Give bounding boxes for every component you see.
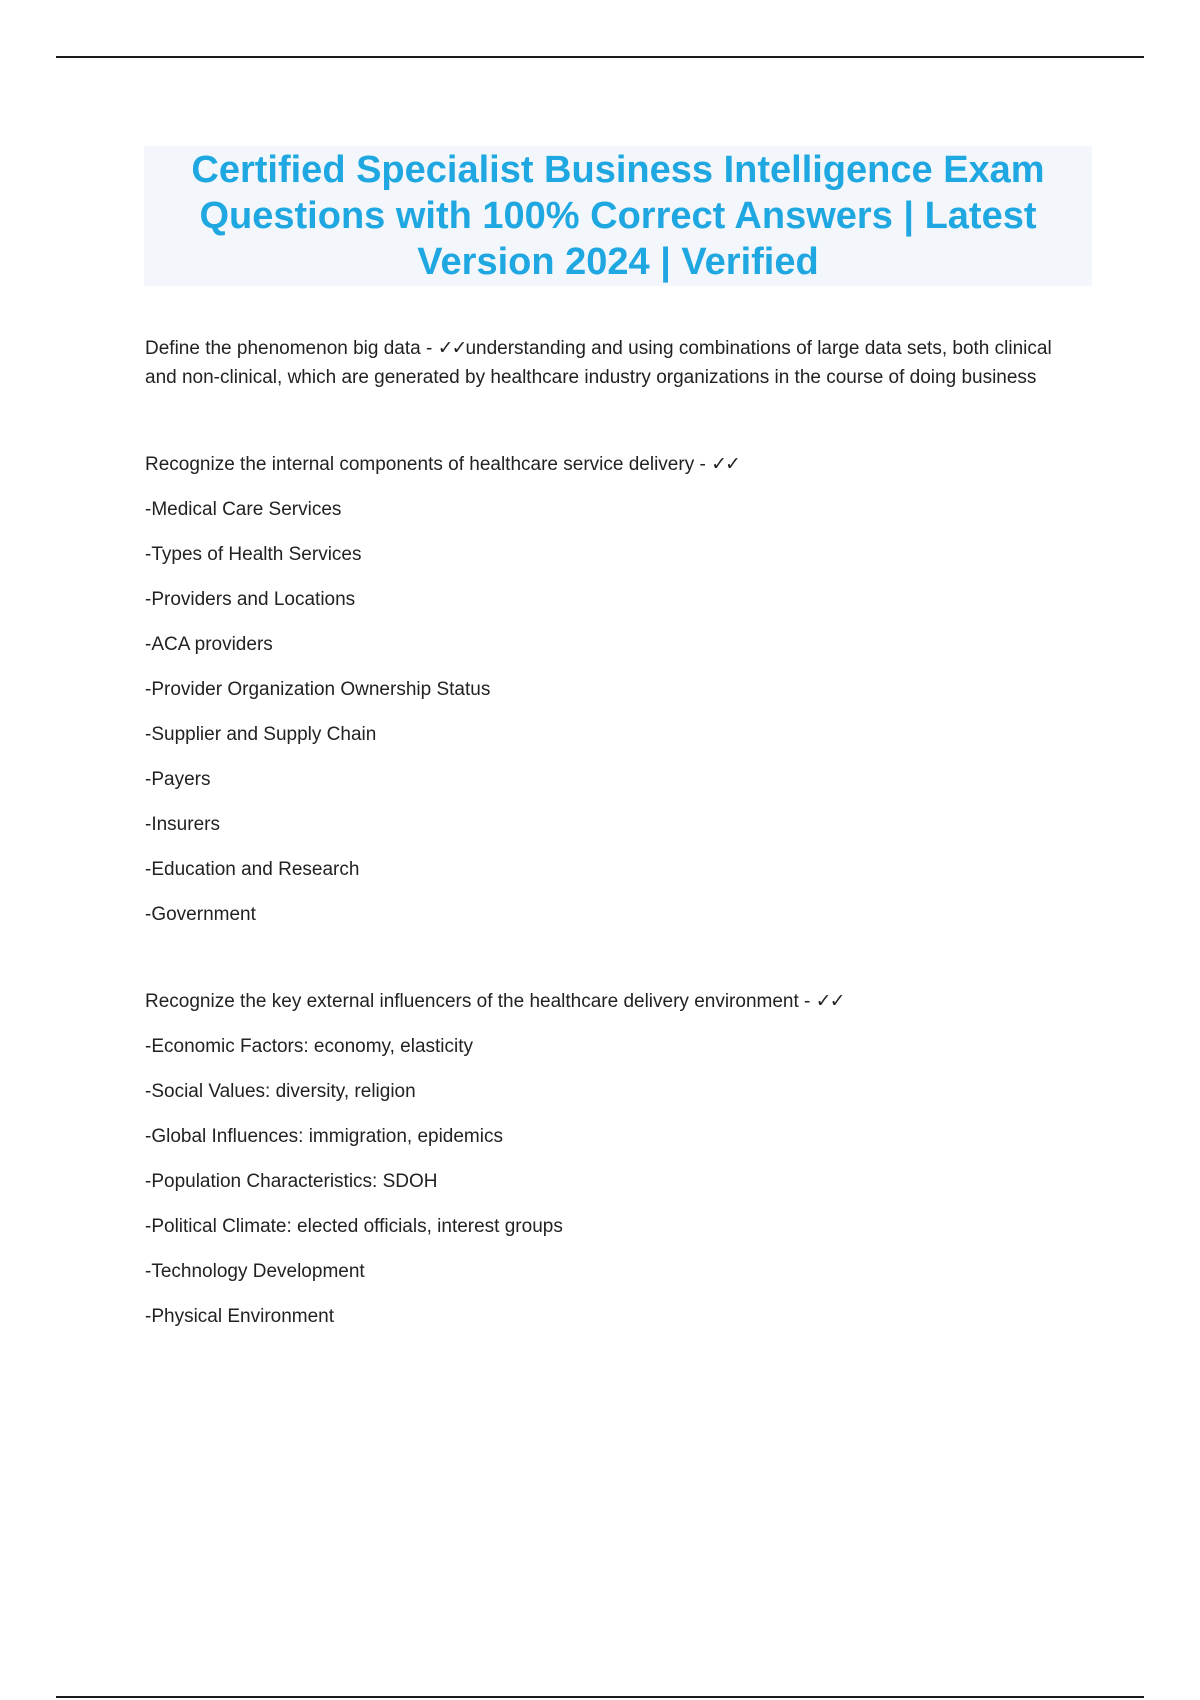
qa-entry-internal-components [145,450,1085,929]
document-body [145,334,1085,1331]
list-item: -Population Characteristics: SDOH [145,1171,438,1192]
list-item: -Types of Health Services [145,544,362,565]
check-mark-icon: ✓✓ [711,454,739,475]
question-text: Define the phenomenon big data - [145,338,433,359]
list-item: -Physical Environment [145,1306,335,1327]
footer-rule [56,1696,1144,1698]
list-item: -Political Climate: elected officials, interest groups [145,1216,563,1237]
check-mark-icon: ✓✓ [437,338,466,359]
list-item: -Government [145,904,256,925]
question-line [145,987,1085,1016]
header-rule [56,56,1144,58]
title-banner [144,146,1092,286]
list-item: -Technology Development [145,1261,365,1282]
qa-entry-external-influencers [145,987,1085,1331]
list-item: -Providers and Locations [145,589,356,610]
answer-text: understanding and using combinations of large data sets, both clinical and non-clinical, which are generated by healthcare industry organizations in the course of doing business [145,338,1052,388]
list-item: -Insurers [145,814,220,835]
list-item: -Global Influences: immigration, epidemics [145,1126,503,1147]
list-item: -Provider Organization Ownership Status [145,679,491,700]
check-mark-icon: ✓✓ [815,991,844,1012]
list-item: -Education and Research [145,859,360,880]
list-item: -Social Values: diversity, religion [145,1081,416,1102]
list-item: -Medical Care Services [145,499,342,520]
list-item: -Economic Factors: economy, elasticity [145,1036,474,1057]
question-text: Recognize the key external influencers of the healthcare delivery environment - [145,991,811,1012]
list-item: -ACA providers [145,634,273,655]
qa-entry-big-data [145,334,1085,392]
document-title: Certified Specialist Business Intelligence Exam Questions with 100% Correct Answers | Latest Version 2024 | Verified [191,149,1045,283]
list-item: -Supplier and Supply Chain [145,724,377,745]
list-item: -Payers [145,769,211,790]
question-line [145,450,1085,479]
question-text: Recognize the internal components of healthcare service delivery - [145,454,706,475]
